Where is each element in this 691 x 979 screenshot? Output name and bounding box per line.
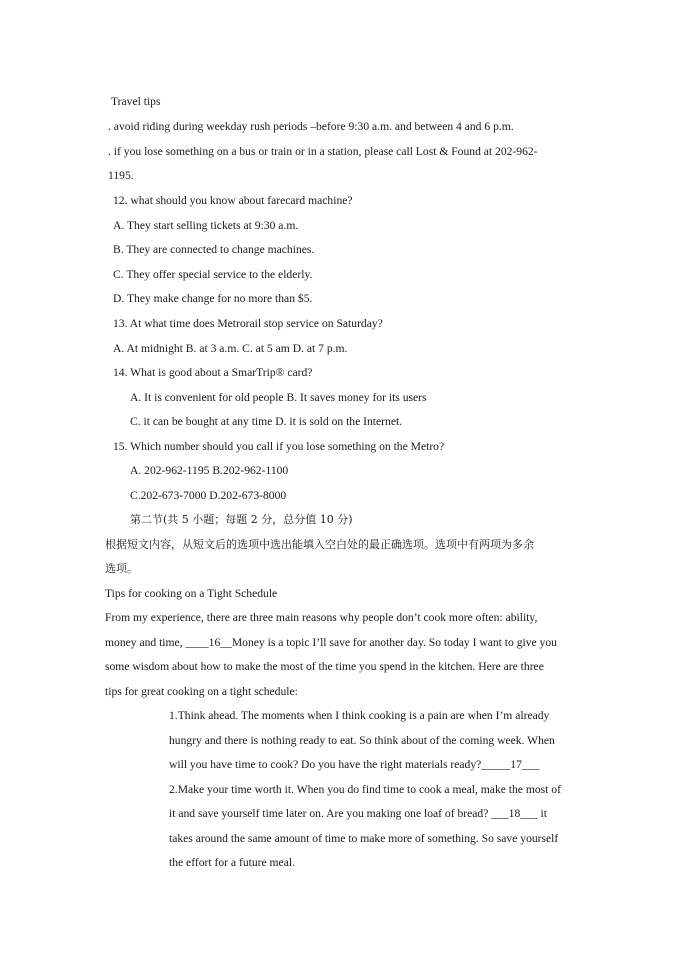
question-14: 14. What is good about a SmarTrip® card?	[113, 366, 313, 379]
tip-2-line-1: 2.Make your time worth it. When you do find time to cook a meal, make the most of	[169, 783, 561, 796]
travel-tip-2-line-1: . if you lose something on a bus or train or in a station, please call Lost & Found at 202-962-	[108, 145, 538, 158]
article-intro-line-4: tips for great cooking on a tight schedule:	[105, 685, 298, 698]
question-12-option-d: D. They make change for no more than $5.	[113, 292, 313, 305]
question-13: 13. At what time does Metrorail stop service on Saturday?	[113, 317, 383, 330]
tip-1-line-1: 1.Think ahead. The moments when I think cooking is a pain are when I’m already	[169, 709, 550, 722]
question-14-options-2: C. it can be bought at any time D. it is sold on the Internet.	[130, 415, 403, 428]
section-2-instruction-line-2: 选项。	[105, 562, 138, 575]
article-intro-line-2: money and time, ____16__Money is a topic I’ll save for another day. So today I want to give you	[105, 636, 557, 649]
travel-tips-title: Travel tips	[111, 95, 161, 108]
question-15-options-1: A. 202-962-1195 B.202-962-1100	[130, 464, 289, 477]
tip-2-line-3: takes around the same amount of time to make more of something. So save yourself	[169, 832, 559, 845]
travel-tip-1: . avoid riding during weekday rush periods –before 9:30 a.m. and between 4 and 6 p.m.	[108, 120, 514, 133]
question-12-option-a: A. They start selling tickets at 9:30 a.m.	[113, 219, 299, 232]
article-title: Tips for cooking on a Tight Schedule	[105, 587, 278, 600]
question-15-options-2: C.202-673-7000 D.202-673-8000	[130, 489, 287, 502]
tip-2-line-4: the effort for a future meal.	[169, 856, 295, 869]
section-2-instruction-line-1: 根据短文内容，从短文后的选项中选出能填入空白处的最正确选项。选项中有两项为多余	[105, 538, 534, 551]
question-12-option-c: C. They offer special service to the elderly.	[113, 268, 313, 281]
tip-1-line-3: will you have time to cook? Do you have the right materials ready?_____17___	[169, 758, 540, 771]
question-12-option-b: B. They are connected to change machines.	[113, 243, 315, 256]
article-intro-line-3: some wisdom about how to make the most of the time you spend in the kitchen. Here are three	[105, 660, 544, 673]
question-13-options: A. At midnight B. at 3 a.m. C. at 5 am D. at 7 p.m.	[113, 342, 348, 355]
travel-tip-2-line-2: 1195.	[108, 169, 134, 182]
question-12: 12. what should you know about farecard machine?	[113, 194, 353, 207]
question-14-options-1: A. It is convenient for old people B. It saves money for its users	[130, 391, 427, 404]
tip-2-line-2: it and save yourself time later on. Are you making one loaf of bread? ___18___ it	[169, 807, 547, 820]
section-2-heading: 第二节(共 5 小题；每题 2 分，总分值 10 分)	[130, 513, 353, 526]
question-15: 15. Which number should you call if you lose something on the Metro?	[113, 440, 445, 453]
article-intro-line-1: From my experience, there are three main reasons why people don’t cook more often: ability,	[105, 611, 538, 624]
tip-1-line-2: hungry and there is nothing ready to eat. So think about of the coming week. When	[169, 734, 555, 747]
